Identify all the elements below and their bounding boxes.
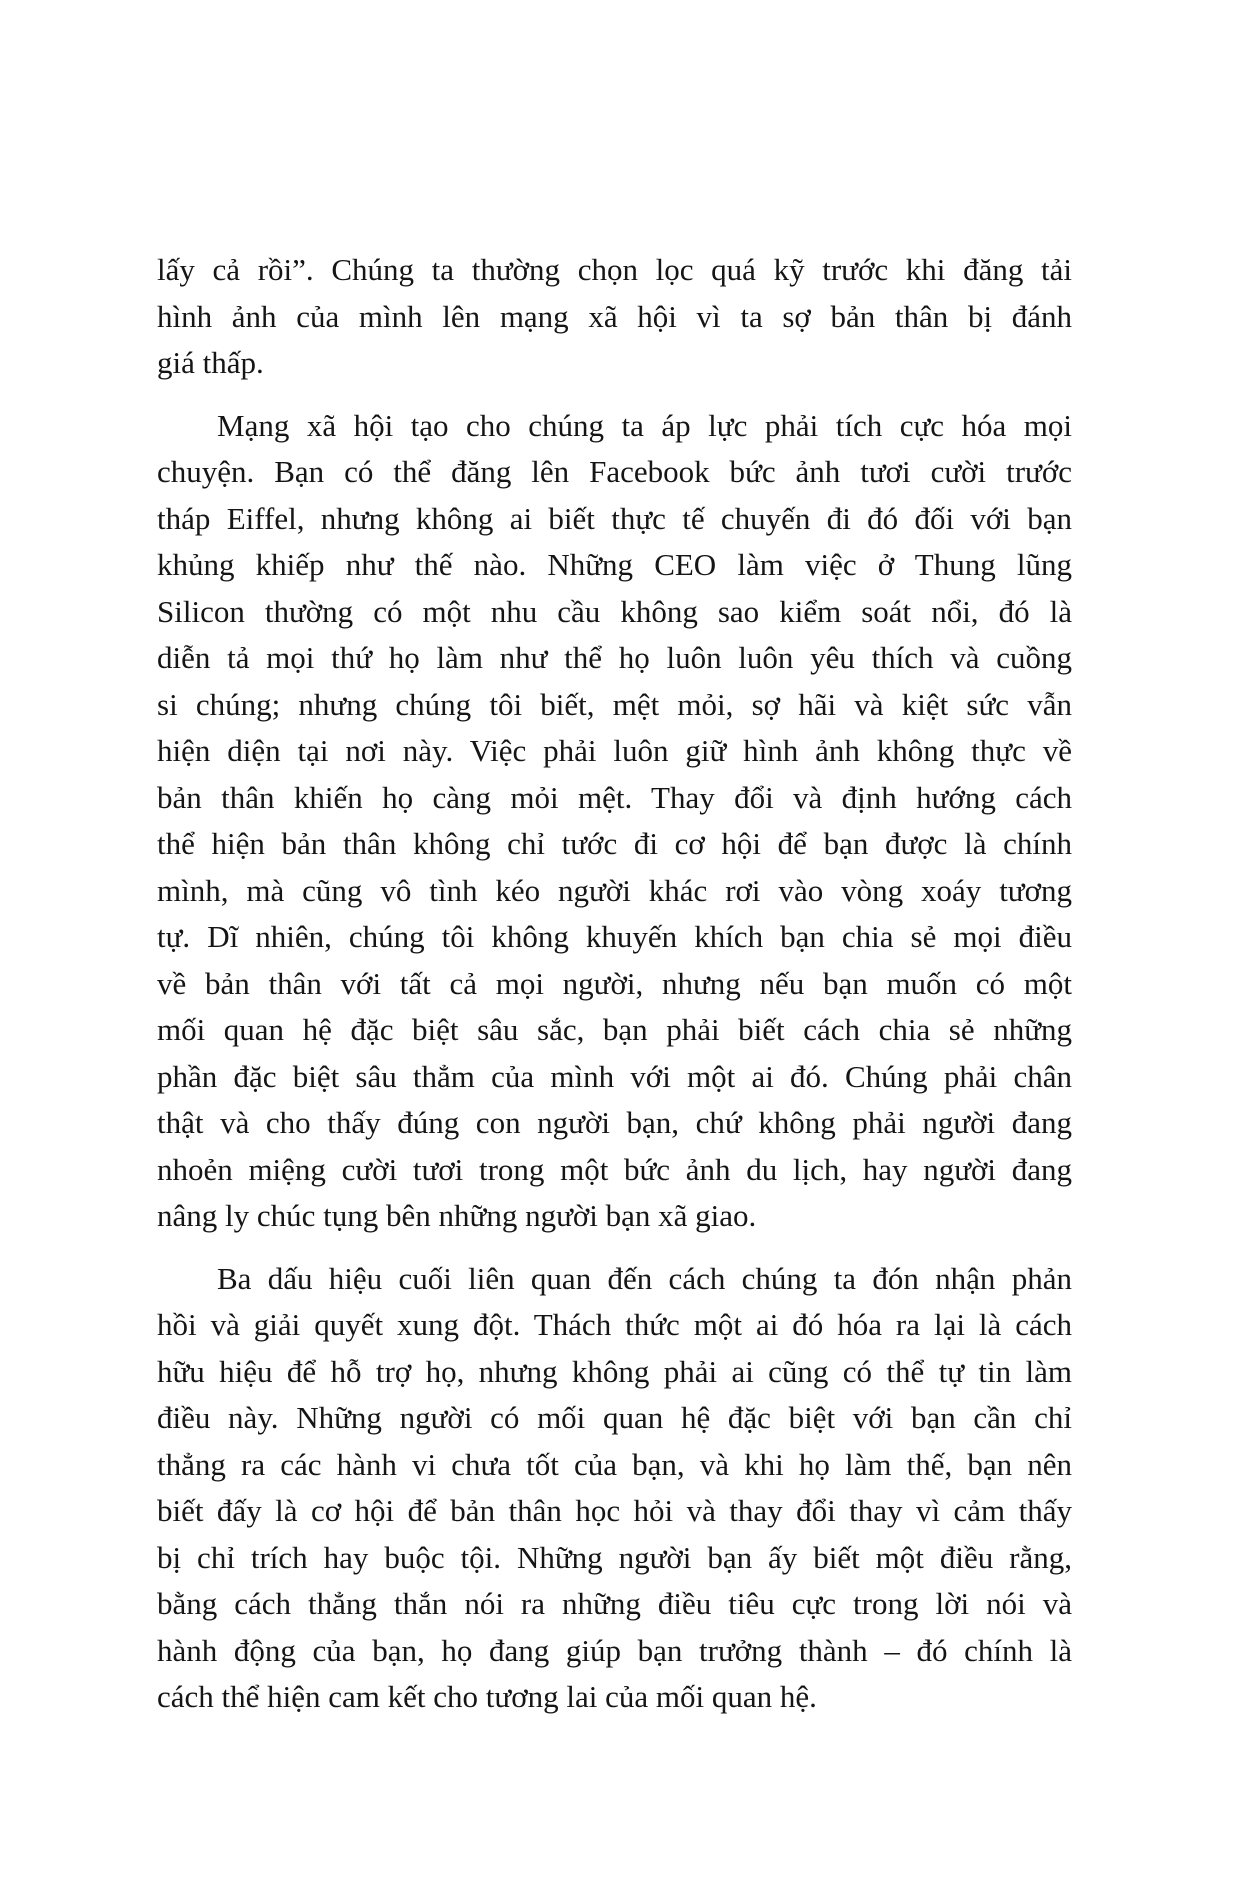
text-line: điều này. Những người có mối quan hệ đặc biệt với bạn cần chỉ <box>157 1400 1072 1435</box>
text-line: diễn tả mọi thứ họ làm như thể họ luôn luôn yêu thích và cuồng <box>157 640 1072 675</box>
text-line: mình, mà cũng vô tình kéo người khác rơi vào vòng xoáy tương <box>157 872 1072 908</box>
text-line: về bản thân với tất cả mọi người, nhưng nếu bạn muốn có một <box>157 965 1072 1001</box>
text-line: Ba dấu hiệu cuối liên quan đến cách chúng ta đón nhận phản <box>217 1260 1072 1296</box>
text-line: thể hiện bản thân không chỉ tước đi cơ hội để bạn được là chính <box>157 826 1072 861</box>
paragraph <box>157 1256 1072 1721</box>
text-line: nhoẻn miệng cười tươi trong một bức ảnh du lịch, hay người đang <box>157 1151 1072 1187</box>
text-line: hành động của bạn, họ đang giúp bạn trưởng thành – đó chính là <box>157 1632 1072 1668</box>
text-line: Silicon thường có một nhu cầu không sao kiểm soát nổi, đó là <box>157 593 1072 629</box>
text-line: phần đặc biệt sâu thẳm của mình với một ai đó. Chúng phải chân <box>157 1058 1072 1094</box>
text-line: hồi và giải quyết xung đột. Thách thức một ai đó hóa ra lại là cách <box>157 1307 1072 1342</box>
text-line: cách thể hiện cam kết cho tương lai của mối quan hệ. <box>157 1679 817 1714</box>
text-line: tự. Dĩ nhiên, chúng tôi không khuyến khích bạn chia sẻ mọi điều <box>157 919 1072 954</box>
text-line: bằng cách thẳng thắn nói ra những điều tiêu cực trong lời nói và <box>157 1586 1072 1621</box>
text-line: biết đấy là cơ hội để bản thân học hỏi và thay đổi thay vì cảm thấy <box>157 1493 1072 1528</box>
text-line: thật và cho thấy đúng con người bạn, chứ không phải người đang <box>157 1105 1072 1140</box>
body-text <box>157 247 1072 1721</box>
text-line: bản thân khiến họ càng mỏi mệt. Thay đổi và định hướng cách <box>157 779 1072 815</box>
text-line: hình ảnh của mình lên mạng xã hội vì ta sợ bản thân bị đánh <box>157 298 1072 334</box>
text-line: tháp Eiffel, nhưng không ai biết thực tế chuyến đi đó đối với bạn <box>157 500 1072 536</box>
text-line: nâng ly chúc tụng bên những người bạn xã giao. <box>157 1198 757 1233</box>
text-line: Mạng xã hội tạo cho chúng ta áp lực phải tích cực hóa mọi <box>217 407 1072 443</box>
text-line: lấy cả rồi”. Chúng ta thường chọn lọc quá kỹ trước khi đăng tải <box>157 252 1072 287</box>
text-line: chuyện. Bạn có thể đăng lên Facebook bức ảnh tươi cười trước <box>157 454 1072 489</box>
text-line: khủng khiếp như thế nào. Những CEO làm việc ở Thung lũng <box>157 547 1072 582</box>
text-line: thẳng ra các hành vi chưa tốt của bạn, và khi họ làm thế, bạn nên <box>157 1446 1072 1482</box>
text-line: hiện diện tại nơi này. Việc phải luôn giữ hình ảnh không thực về <box>157 733 1072 768</box>
text-line: bị chỉ trích hay buộc tội. Những người bạn ấy biết một điều rằng, <box>157 1539 1072 1575</box>
text-line: giá thấp. <box>157 345 264 380</box>
paragraph <box>157 403 1072 1240</box>
paragraph <box>157 247 1072 387</box>
text-line: mối quan hệ đặc biệt sâu sắc, bạn phải biết cách chia sẻ những <box>157 1012 1072 1047</box>
text-line: si chúng; nhưng chúng tôi biết, mệt mỏi, sợ hãi và kiệt sức vẫn <box>157 686 1072 722</box>
text-line: hữu hiệu để hỗ trợ họ, nhưng không phải ai cũng có thể tự tin làm <box>157 1353 1072 1389</box>
